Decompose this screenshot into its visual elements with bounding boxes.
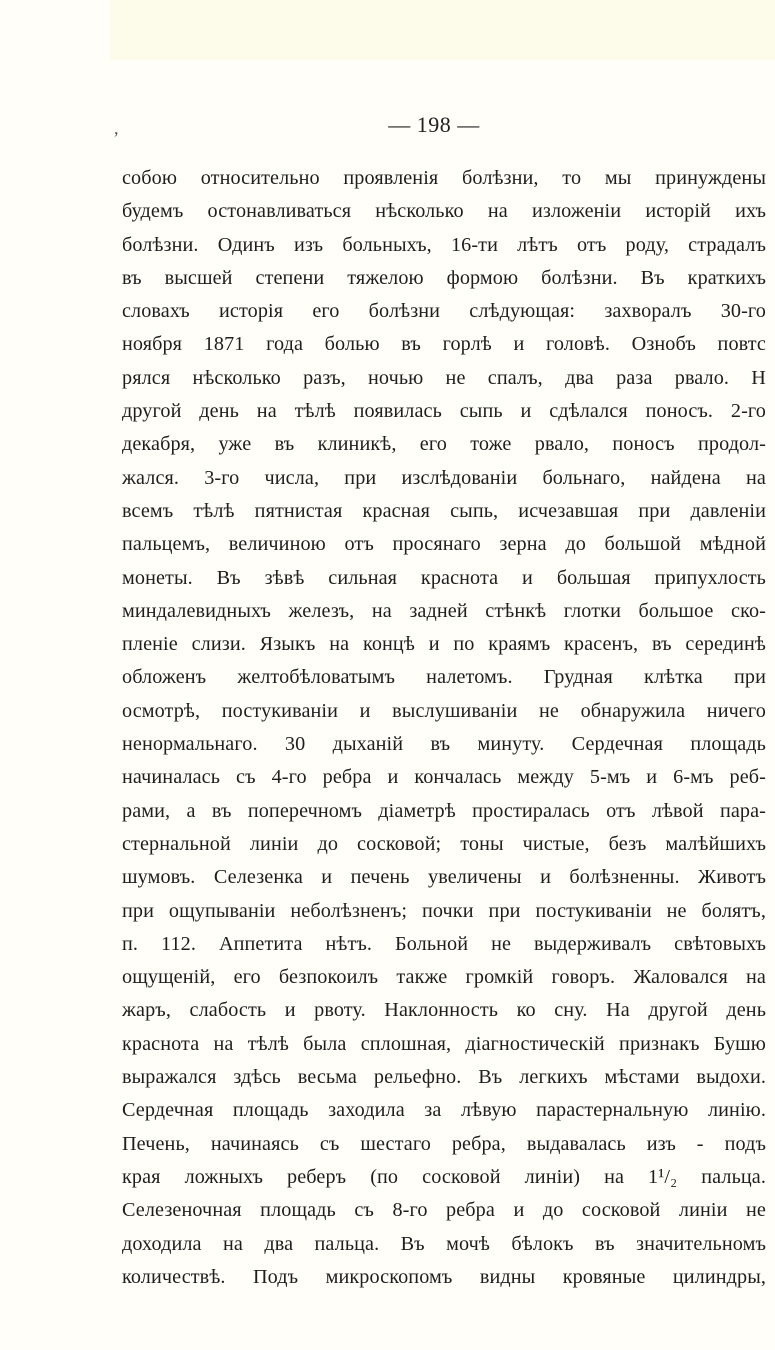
text-line: края ложныхъ реберъ (по сосковой линіи) на 1¹/₂ пальца. bbox=[122, 1165, 766, 1188]
text-line: другой день на тѣлѣ появилась сыпь и сдѣлался поносъ. 2-го bbox=[122, 400, 766, 423]
text-line: ощущеній, его безпокоилъ также громкій говоръ. Жаловался на bbox=[122, 966, 766, 989]
text-line: при ощупываніи неболѣзненъ; почки при постукиваніи не болятъ, bbox=[122, 899, 766, 922]
text-line: ненормальнаго. 30 дыханій въ минуту. Сердечная площадь bbox=[122, 733, 766, 756]
stray-mark: , bbox=[114, 118, 119, 138]
text-line: рами, а въ поперечномъ діаметрѣ простиралась отъ лѣвой пара- bbox=[122, 799, 766, 822]
text-line: декабря, уже въ клиникѣ, его тоже рвало, поносъ продол- bbox=[122, 433, 766, 456]
text-line: краснота на тѣлѣ была сплошная, діагностическій признакъ Бушю bbox=[122, 1032, 766, 1055]
text-line: выражался здѣсь весьма рельефно. Въ легкихъ мѣстами выдохи. bbox=[122, 1066, 766, 1089]
text-line: пальцемъ, величиною отъ просянаго зерна до большой мѣдной bbox=[122, 533, 766, 556]
text-line: жался. 3-го числа, при изслѣдованіи больнаго, найдена на bbox=[122, 466, 766, 489]
text-line: жаръ, слабость и рвоту. Наклонность ко сну. На другой день bbox=[122, 999, 766, 1022]
text-line: Сердечная площадь заходила за лѣвую парастернальную линію. bbox=[122, 1099, 766, 1122]
text-line: обложенъ желтобѣловатымъ налетомъ. Грудная клѣтка при bbox=[122, 666, 766, 689]
text-line: Печень, начинаясь съ шестаго ребра, выдавалась изъ - подъ bbox=[122, 1132, 766, 1155]
page-number: — 198 — bbox=[388, 112, 480, 137]
text-line: словахъ исторія его болѣзни слѣдующая: захворалъ 30-го bbox=[122, 300, 766, 323]
text-line: монеты. Въ зѣвѣ сильная краснота и большая припухлость bbox=[122, 566, 766, 589]
text-line: рялся нѣсколько разъ, ночью не спалъ, два раза рвало. Н bbox=[122, 366, 766, 389]
text-line: Селезеночная площадь съ 8-го ребра и до сосковой линіи не bbox=[122, 1199, 766, 1222]
text-line: пленіе слизи. Языкъ на концѣ и по краямъ красенъ, въ серединѣ bbox=[122, 633, 766, 656]
text-line: миндалевидныхъ железъ, на задней стѣнкѣ глотки большое ско- bbox=[122, 599, 766, 622]
text-line: п. 112. Аппетита нѣтъ. Больной не выдерживалъ свѣтовыхъ bbox=[122, 932, 766, 955]
text-line: шумовъ. Селезенка и печень увеличены и болѣзненны. Животъ bbox=[122, 866, 766, 889]
text-line: количествѣ. Подъ микроскопомъ видны кровяные цилиндры, bbox=[122, 1265, 766, 1288]
text-line: будемъ остонавливаться нѣсколько на изложеніи исторій ихъ bbox=[122, 200, 766, 223]
text-line: доходила на два пальца. Въ мочѣ бѣлокъ въ значительномъ bbox=[122, 1232, 766, 1255]
text-line: собою относительно проявленія болѣзни, то мы принуждены bbox=[122, 167, 766, 189]
text-line: всемъ тѣлѣ пятнистая красная сыпь, исчезавшая при давленіи bbox=[122, 499, 766, 522]
text-line: осмотрѣ, постукиваніи и выслушиваніи не обнаружила ничего bbox=[122, 699, 766, 722]
text-line: ноября 1871 года болью въ горлѣ и головѣ. Ознобъ повтс bbox=[122, 333, 766, 356]
body-text bbox=[122, 162, 766, 1294]
text-line: болѣзни. Одинъ изъ больныхъ, 16-ти лѣтъ отъ роду, страдалъ bbox=[122, 233, 766, 256]
text-line: начиналась съ 4-го ребра и кончалась между 5-мъ и 6-мъ реб- bbox=[122, 766, 766, 789]
text-line: въ высшей степени тяжелою формою болѣзни. Въ краткихъ bbox=[122, 266, 766, 289]
page-top-tint bbox=[110, 0, 775, 60]
text-line: стернальной линіи до сосковой; тоны чистые, безъ малѣйшихъ bbox=[122, 832, 766, 855]
